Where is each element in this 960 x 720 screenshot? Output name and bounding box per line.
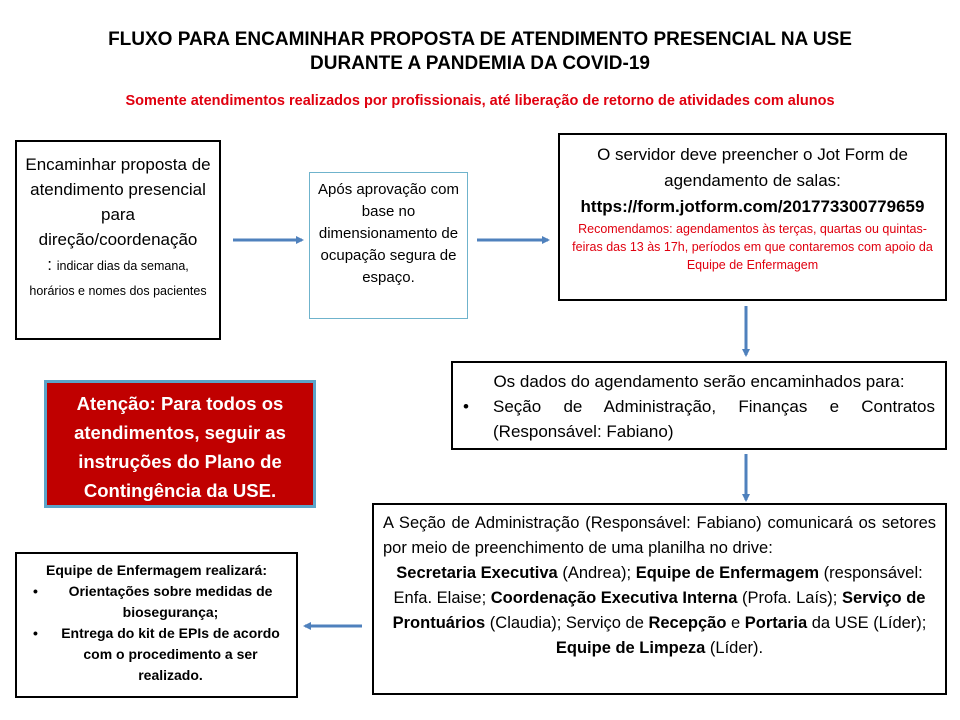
step-4-bullet: • — [463, 397, 469, 416]
attention-text: Atenção: Para todos os atendimentos, seguir as instruções do Plano de Contingência da USE. — [74, 393, 286, 501]
step-4-item: Seção de Administração, Finanças e Contratos — [493, 397, 935, 416]
page-subtitle: Somente atendimentos realizados por profissionais, até liberação de retorno de atividades com alunos — [125, 93, 835, 109]
step-1-main-text: Encaminhar proposta de atendimento presencial para direção/coordenação — [25, 155, 211, 249]
sector-conj: e — [726, 614, 745, 632]
sector-coordenacao: Coordenação Executiva Interna — [490, 589, 738, 607]
sector-portaria-resp: da USE (Líder); — [807, 614, 927, 632]
step-6-item-text: Orientações sobre medidas de biosegurança; — [68, 583, 273, 620]
sector-portaria: Portaria — [744, 614, 808, 632]
sector-limpeza: Equipe de Limpeza — [555, 639, 706, 657]
sector-coordenacao-resp: (Profa. Laís); — [737, 589, 842, 607]
step-1-detail-text: indicar dias da semana, horários e nomes dos pacientes — [29, 259, 207, 298]
step-6-heading: Equipe de Enfermagem realizará: — [46, 562, 267, 578]
title-line-2: DURANTE A PANDEMIA DA COVID-19 — [310, 53, 650, 74]
sector-secretaria-resp: (Andrea); — [557, 564, 636, 582]
step-6-item-text: Entrega do kit de EPIs de acordo com o procedimento a ser realizado. — [61, 625, 280, 683]
step-4-intro: Os dados do agendamento serão encaminhados para: — [493, 372, 905, 391]
sector-recepcao: Recepção — [648, 614, 727, 632]
jotform-url-text: https://form.jotform.com/201773300779659 — [580, 197, 925, 216]
sector-secretaria: Secretaria Executiva — [396, 564, 558, 582]
step-2-text: Após aprovação com base no dimensionamento de ocupação segura de espaço. — [318, 181, 459, 286]
step-3-text: O servidor deve preencher o Jot Form de agendamento de salas: — [597, 145, 908, 190]
sector-limpeza-resp: (Líder). — [705, 639, 764, 657]
title-line-1: FLUXO PARA ENCAMINHAR PROPOSTA DE ATENDIMENTO PRESENCIAL NA USE — [108, 29, 852, 50]
sector-enfermagem: Equipe de Enfermagem — [635, 564, 820, 582]
sector-enfermagem-resp: (responsável: Enfa. Elaise; — [393, 564, 923, 607]
sector-prontuarios-resp: (Claudia); Serviço de — [485, 614, 649, 632]
step-5-intro: A Seção de Administração (Responsável: Fabiano) comunicará os setores por meio de preenchimento de uma planilha no drive: — [383, 514, 936, 557]
step-1-colon: : — [47, 255, 52, 274]
step-4-responsible: (Responsável: Fabiano) — [493, 422, 674, 441]
sector-prontuarios: Serviço de Prontuários — [392, 589, 926, 632]
step-6-bullet: • — [33, 625, 38, 641]
step-3-recommendation: Recomendamos: agendamentos às terças, quartas ou quintas-feiras das 13 às 17h, períodos em que contaremos com apoio da Equipe de Enfermagem — [572, 222, 933, 272]
step-6-bullet: • — [33, 583, 38, 599]
